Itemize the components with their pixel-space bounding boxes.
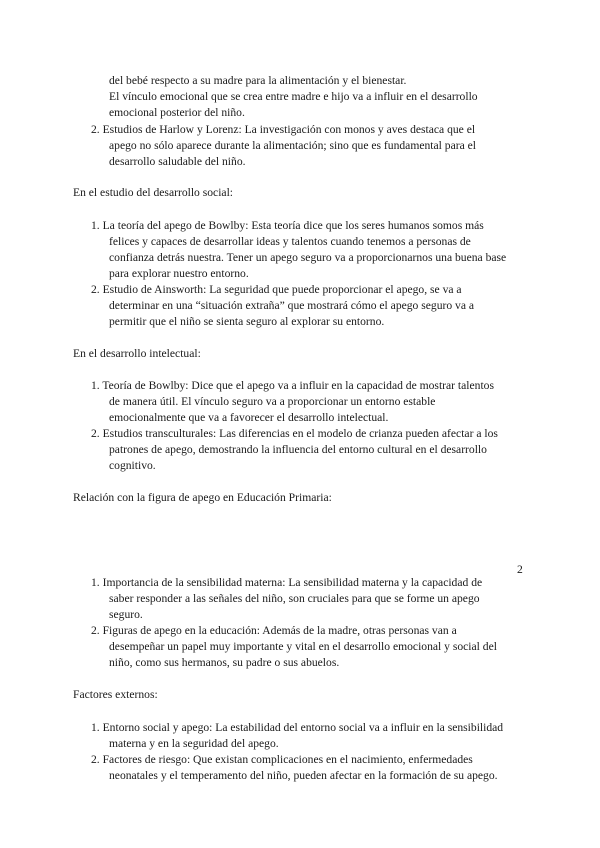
- text-line: desarrollo saludable del niño.: [109, 155, 246, 168]
- text-line: niño, como sus hermanos, su padre o sus abuelos.: [109, 656, 340, 669]
- text-line: 2. Figuras de apego en la educación: Además de la madre, otras personas van a: [91, 624, 457, 637]
- text-line: seguro.: [109, 608, 143, 621]
- text-line: 1. Teoría de Bowlby: Dice que el apego va a influir en la capacidad de mostrar talentos: [91, 379, 494, 392]
- text-line: 2. Estudio de Ainsworth: La seguridad que puede proporcionar el apego, se va a: [91, 283, 462, 296]
- text-line: neonatales y el temperamento del niño, pueden afectar en la formación de su apego.: [109, 769, 498, 782]
- text-line: 1. La teoría del apego de Bowlby: Esta teoría dice que los seres humanos somos más: [91, 219, 484, 232]
- text-line: apego no sólo aparece durante la alimentación; sino que es fundamental para el: [109, 139, 476, 152]
- text-line: determinar en una “situación extraña” que mostrará cómo el apego seguro va a: [109, 299, 475, 312]
- text-line: cognitivo.: [109, 459, 156, 472]
- text-line: felices y capaces de desarrollar ideas y talentos cuando tenemos a personas de: [109, 235, 471, 248]
- text-line: permitir que el niño se sienta seguro al explorar su entorno.: [109, 315, 385, 328]
- text-line: 1. Importancia de la sensibilidad materna: La sensibilidad materna y la capacidad de: [91, 576, 483, 589]
- text-line: 2. Factores de riesgo: Que existan complicaciones en el nacimiento, enfermedades: [91, 753, 473, 766]
- section-heading: En el estudio del desarrollo social:: [73, 186, 234, 199]
- section-heading: Relación con la figura de apego en Educación Primaria:: [73, 491, 332, 504]
- section-heading: En el desarrollo intelectual:: [73, 347, 201, 360]
- text-line: desempeñar un papel muy importante y vital en el desarrollo emocional y social del: [109, 640, 497, 653]
- text-line: saber responder a las señales del niño, son cruciales para que se forme un apego: [109, 592, 480, 605]
- page-number: 2: [517, 563, 523, 576]
- section-heading: Factores externos:: [73, 688, 158, 701]
- text-line: patrones de apego, demostrando la influencia del entorno cultural en el desarrollo: [109, 443, 487, 456]
- text-line: El vínculo emocional que se crea entre madre e hijo va a influir en el desarrollo: [109, 90, 478, 103]
- text-line: 2. Estudios transculturales: Las diferencias en el modelo de crianza pueden afectar a los: [91, 427, 498, 440]
- text-line: materna y en la seguridad del apego.: [109, 737, 279, 750]
- text-line: de manera útil. El vínculo seguro va a proporcionar un entorno estable: [109, 395, 436, 408]
- text-line: para explorar nuestro entorno.: [109, 267, 249, 280]
- text-line: confianza detrás nuestra. Tener un apego seguro va a proporcionarnos una buena base: [109, 251, 507, 264]
- text-line: 2. Estudios de Harlow y Lorenz: La investigación con monos y aves destaca que el: [91, 123, 476, 136]
- text-line: emocionalmente que va a favorecer el desarrollo intelectual.: [109, 411, 389, 424]
- text-line: del bebé respecto a su madre para la alimentación y el bienestar.: [109, 74, 407, 87]
- text-line: emocional posterior del niño.: [109, 106, 245, 119]
- text-line: 1. Entorno social y apego: La estabilidad del entorno social va a influir en la sensibilidad: [91, 721, 504, 734]
